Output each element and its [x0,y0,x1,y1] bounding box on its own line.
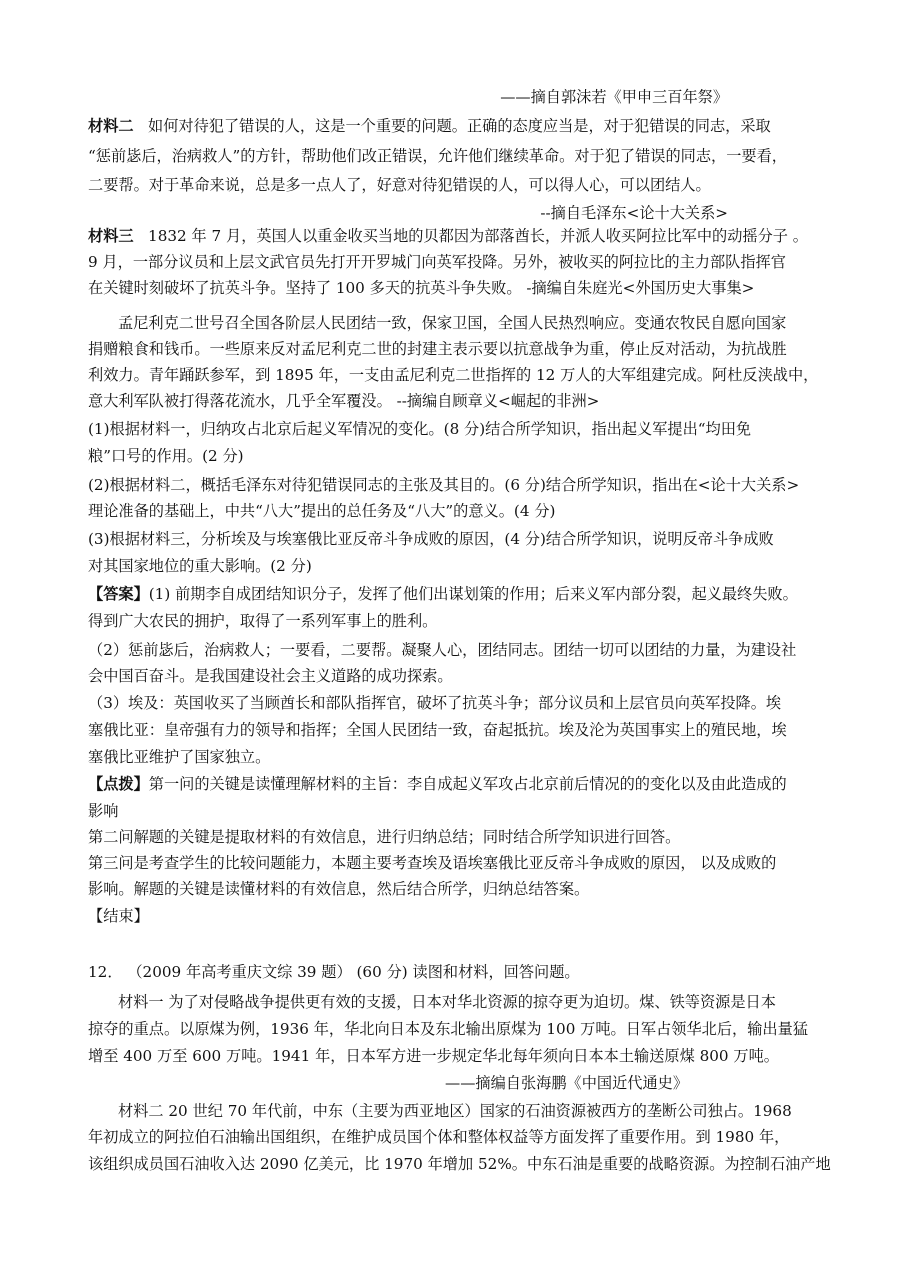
paragraph-line: 该组织成员国石油收入达 2090 亿美元，比 1970 年增加 52%。中东石油是重要的战略资源。为控制石油产地 [88,1155,831,1173]
hint-label: 【点拨】 [88,775,149,793]
answer-line [88,584,828,604]
material-label: 材料三 [88,227,134,245]
question-line: 粮”口号的作用。(2 分) [88,447,244,465]
paragraph-line: 孟尼利克二世号召全国各阶层人民团结一致，保家卫国，全国人民热烈响应。变通农牧民自愿向国家 [118,314,787,332]
answer-line: 塞俄比亚维护了国家独立。 [88,748,271,766]
paragraph-line: 在关键时刻破坏了抗英斗争。坚持了 100 多天的抗英斗争失败。 -摘编自朱庭光<外国历史大事集> [88,279,755,297]
paragraph-line: 增至 400 万至 600 万吨。1941 年，日本军方进一步规定华北每年须向日本本土输送原煤 800 万吨。 [88,1047,779,1065]
material-label: 材料二 [88,117,134,135]
hint-line [88,774,828,794]
line-text: 如何对待犯了错误的人，这是一个重要的问题。正确的态度应当是，对于犯错误的同志，采取 [148,117,771,135]
question-line: (2)根据材料二，概括毛泽东对待犯错误同志的主张及其目的。(6 分)结合所学知识，指出在<论十大关系> [88,476,800,494]
paragraph-line: 材料二 20 世纪 70 年代前，中东（主要为西亚地区）国家的石油资源被西方的垄断公司独占。1968 [118,1102,792,1120]
source-citation: ——摘编自张海鹏《中国近代通史》 [445,1074,688,1092]
question-line: 理论准备的基础上，中共“八大”提出的总任务及“八大”的意义。(4 分) [88,502,556,520]
hint-line: 第二问解题的关键是提取材料的有效信息，进行归纳总结；同时结合所学知识进行回答。 [88,828,681,846]
paragraph-line [88,226,828,246]
line-text: 1832 年 7 月，英国人以重金收买当地的贝都因为部落酋长，并派人收买阿拉比军中的动摇分子 。 [148,227,808,245]
hint-line: 影响。解题的关键是读懂材料的有效信息，然后结合所学，归纳总结答案。 [88,880,590,898]
paragraph-line: 意大利军队被打得落花流水，几乎全军覆没。 --摘编自顾章义<崛起的非洲> [88,392,600,410]
answer-line: （3）埃及：英国收买了当顾酋长和部队指挥官，破坏了抗英斗争；部分议员和上层官员向英军投降。埃 [88,694,782,712]
answer-line: 塞俄比亚：皇帝强有力的领导和指挥；全国人民团结一致，奋起抵抗。埃及沦为英国事实上的殖民地，埃 [88,721,787,739]
paragraph-line: 材料一 为了对侵略战争提供更有效的支援，日本对华北资源的掠夺更为迫切。煤、铁等资源是日本 [118,993,776,1011]
question-line: 对其国家地位的重大影响。(2 分) [88,557,312,575]
paragraph-line: 年初成立的阿拉伯石油输出国组织，在维护成员国个体和整体权益等方面发挥了重要作用。到 1980 年， [88,1128,790,1146]
paragraph-line: 捐赠粮食和钱币。一些原来反对孟尼利克二世的封建主表示要以抗意战争为重，停止反对活动，为抗战胜 [88,340,787,358]
source-citation: --摘自毛泽东<论十大关系> [540,204,728,222]
answer-line: 会中国百奋斗。是我国建设社会主义道路的成功探索。 [88,667,453,685]
paragraph-line [88,116,828,136]
end-marker: 【结束】 [88,907,149,925]
hint-line: 影响 [88,802,119,820]
question-line: (1)根据材料一，归纳攻占北京后起义军情况的变化。(8 分)结合所学知识，指出起义军提出“均田免 [88,420,752,438]
source-citation: ——摘自郭沫若《甲申三百年祭》 [500,88,728,106]
line-text: 第一问的关键是读懂理解材料的主旨：李自成起义军攻占北京前后情况的的变化以及由此造成的 [148,775,787,793]
hint-line: 第三问是考查学生的比较问题能力，本题主要考查埃及语埃塞俄比亚反帝斗争成败的原因， 以及成败的 [88,854,777,872]
answer-label: 【答案】 [88,585,149,603]
paragraph-line: “惩前毖后，治病救人”的方针，帮助他们改正错误，允许他们继续革命。对于犯了错误的同志，一要看， [88,147,787,165]
question-line: (3)根据材料三，分析埃及与埃塞俄比亚反帝斗争成败的原因，(4 分)结合所学知识，说明反帝斗争成败 [88,530,774,548]
paragraph-line: 9 月，一部分议员和上层文武官员先打开开罗城门向英军投降。另外，被收买的阿拉比的主力部队指挥官 [88,253,786,271]
paragraph-line: 掠夺的重点。以原煤为例，1936 年，华北向日本及东北输出原煤为 100 万吨。日军占领华北后，输出量猛 [88,1020,808,1038]
question-heading: 12． （2009 年高考重庆文综 39 题） (60 分) 读图和材料，回答问题。 [88,963,580,981]
line-text: (1) 前期李自成团结知识分子，发挥了他们出谋划策的作用；后来义军内部分裂，起义最终失败。 [148,585,798,603]
answer-line: （2）惩前毖后，治病救人；一要看，二要帮。凝聚人心，团结同志。团结一切可以团结的力量，为建设社 [88,641,797,659]
paragraph-line: 二要帮。对于革命来说，总是多一点人了，好意对待犯错误的人，可以得人心，可以团结人。 [88,176,711,194]
paragraph-line: 利效力。青年踊跃参军，到 1895 年，一支由孟尼利克二世指挥的 12 万人的大军组建完成。阿杜反浃战中， [88,366,819,384]
answer-line: 得到广大农民的拥护，取得了一系列军事上的胜利。 [88,612,438,630]
